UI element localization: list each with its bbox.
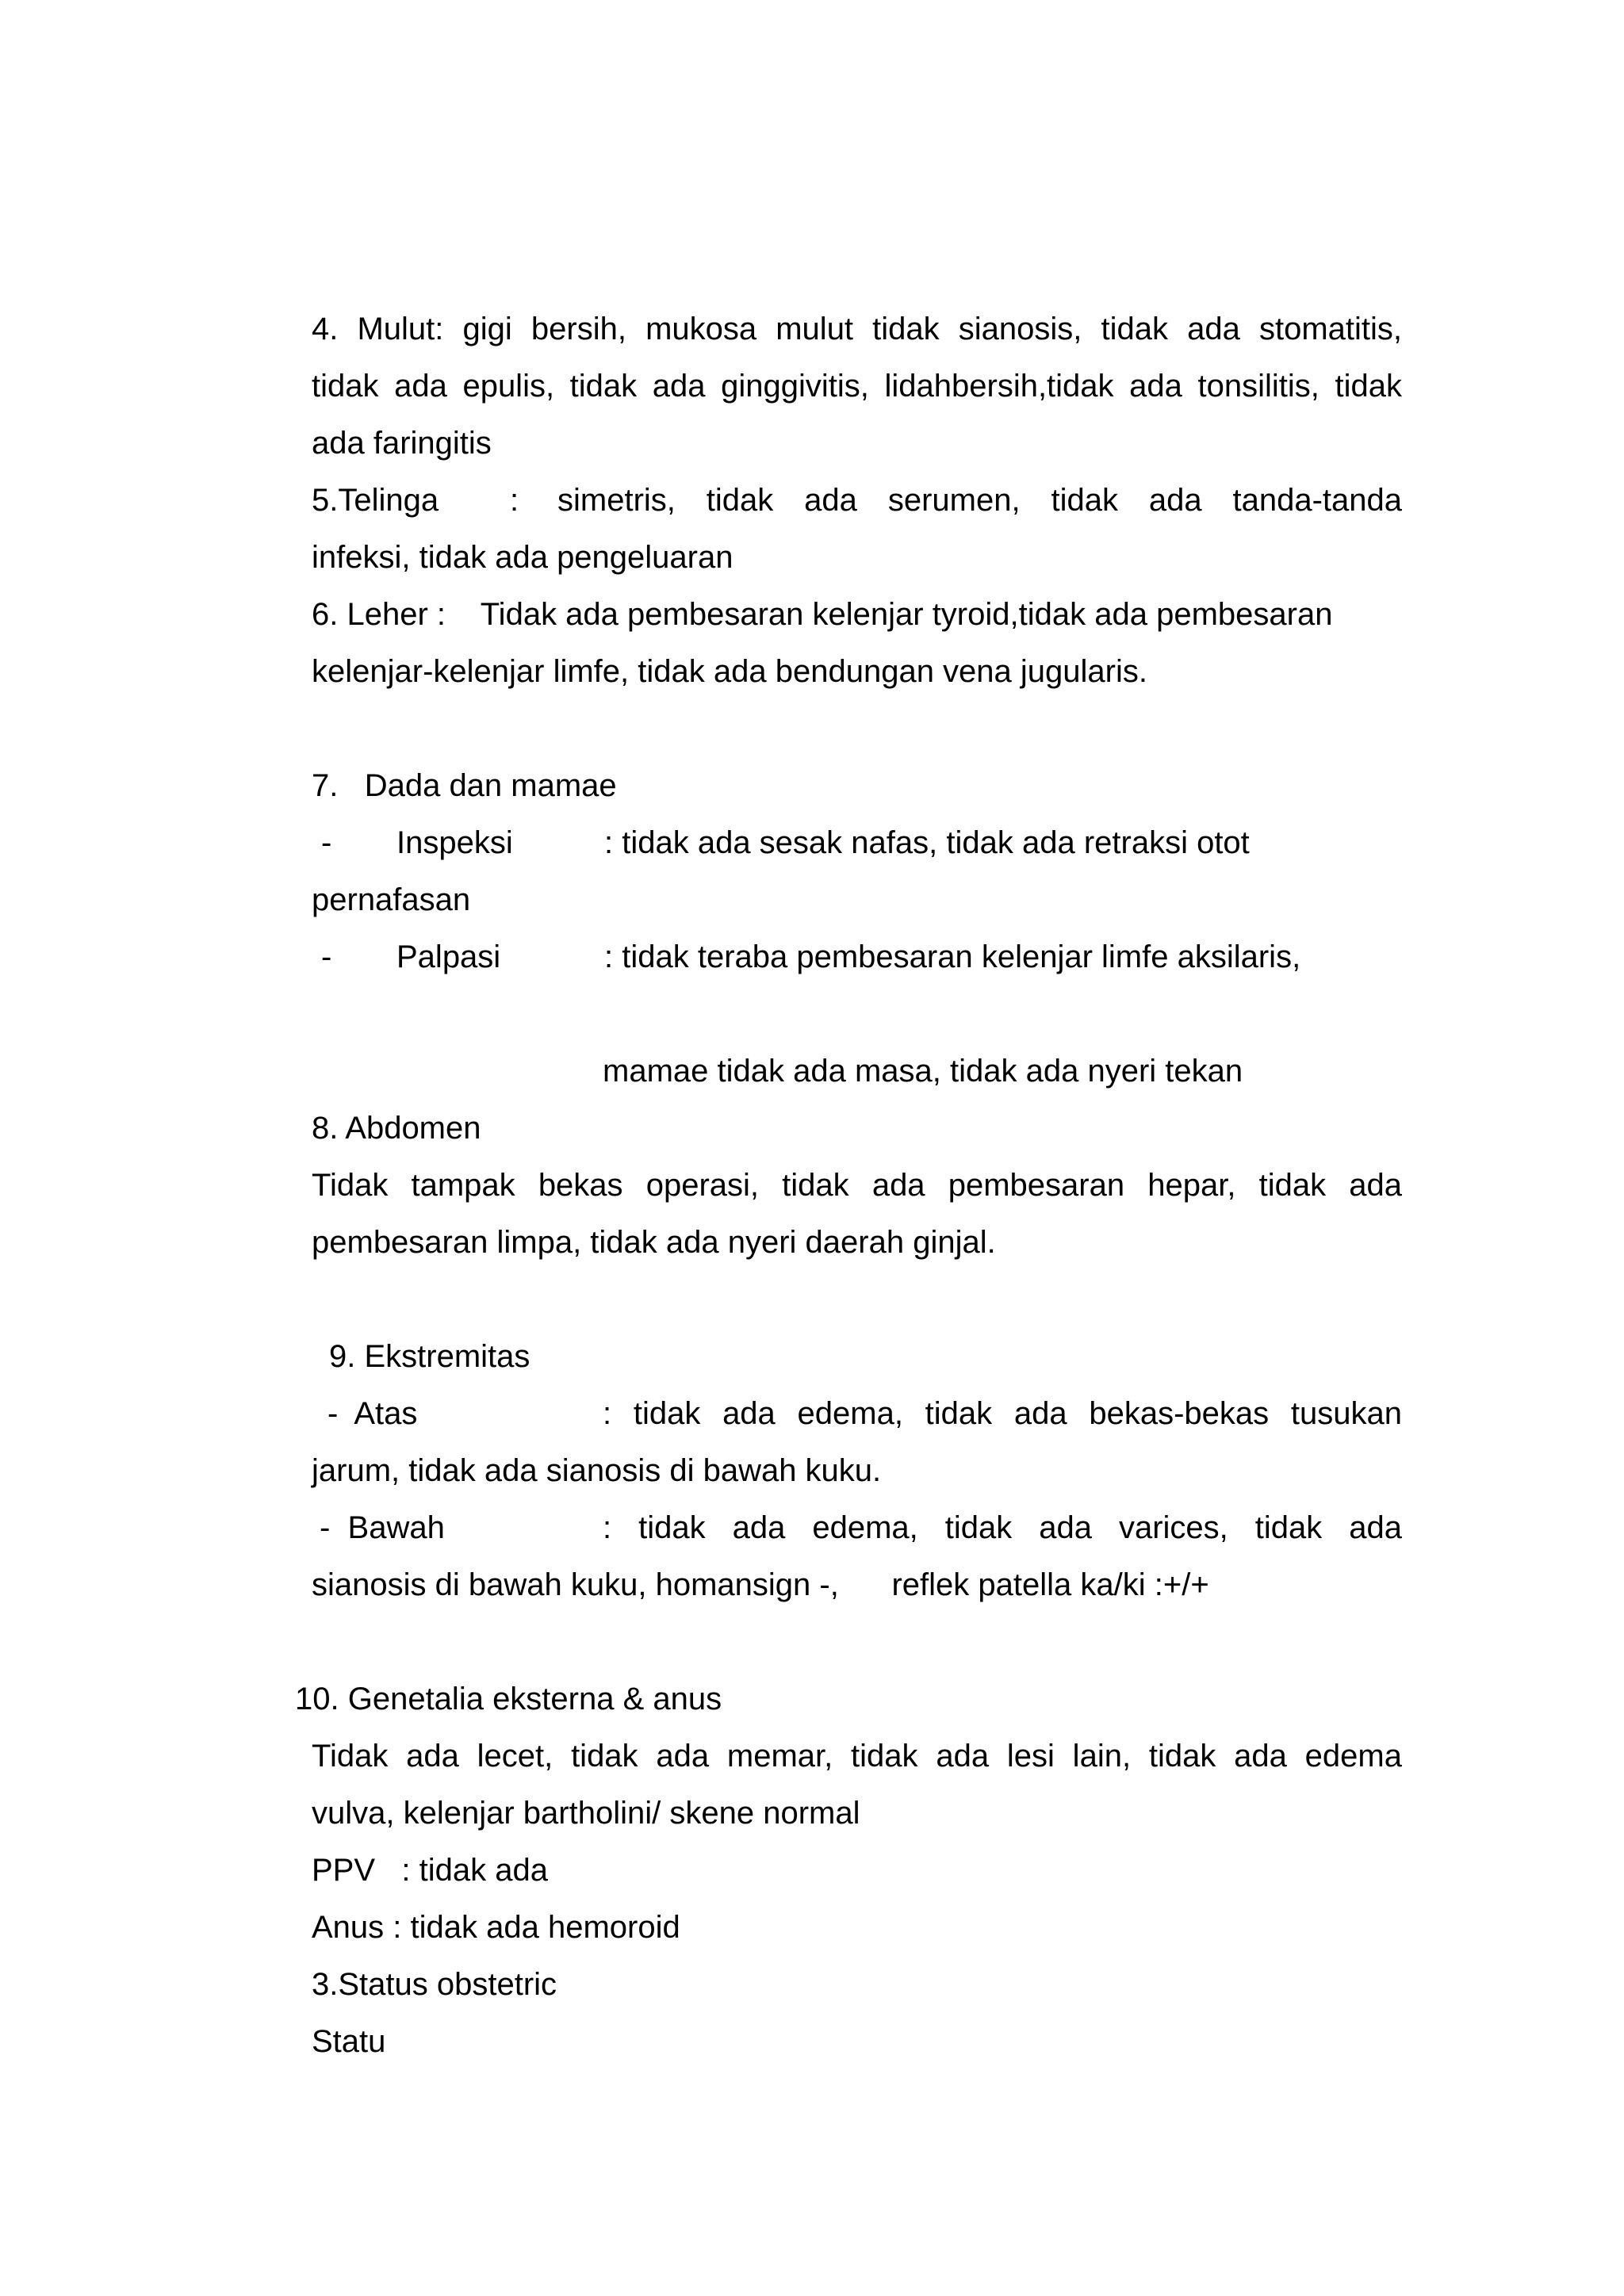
abdomen-line-1: Tidak tampak bekas operasi, tidak ada pembesaran hepar, tidak ada	[312, 1168, 1402, 1203]
telinga-line-2: infeksi, tidak ada pengeluaran	[312, 540, 733, 575]
status-heading: 3.Status obstetric	[312, 1967, 557, 2002]
mulut-line-1: 4. Mulut: gigi bersih, mukosa mulut tidak sianosis, tidak ada stomatitis,	[312, 312, 1402, 346]
bawah-continuation: sianosis di bawah kuku, homansign -, reflek patella ka/ki :+/+	[312, 1567, 1209, 1602]
dada-heading: 7. Dada dan mamae	[312, 768, 617, 803]
genetalia-line-1: Tidak ada lecet, tidak ada memar, tidak ada lesi lain, tidak ada edema	[312, 1739, 1402, 1774]
inspeksi-dash: -	[321, 825, 332, 860]
bawah-value: : tidak ada edema, tidak ada varices, tidak ada	[603, 1510, 1402, 1545]
atas-continuation: jarum, tidak ada sianosis di bawah kuku.	[312, 1453, 882, 1488]
mulut-line-2: tidak ada epulis, tidak ada ginggivitis, lidahbersih,tidak ada tonsilitis, tidak	[312, 369, 1402, 404]
telinga-label: 5.Telinga	[312, 483, 439, 518]
palpasi-dash: -	[321, 939, 332, 974]
anus-line: Anus : tidak ada hemoroid	[312, 1910, 680, 1945]
atas-value: : tidak ada edema, tidak ada bekas-bekas tusukan	[603, 1396, 1402, 1431]
ekstremitas-heading: 9. Ekstremitas	[329, 1339, 530, 1374]
status-partial: Statu	[312, 2024, 386, 2059]
inspeksi-continuation: pernafasan	[312, 882, 471, 917]
ppv-line: PPV : tidak ada	[312, 1853, 548, 1888]
bawah-label: - Bawah	[320, 1510, 445, 1545]
palpasi-label: Palpasi	[396, 939, 501, 974]
abdomen-heading: 8. Abdomen	[312, 1111, 481, 1146]
leher-line-2: kelenjar-kelenjar limfe, tidak ada bendungan vena jugularis.	[312, 654, 1147, 689]
genetalia-line-2: vulva, kelenjar bartholini/ skene normal	[312, 1796, 860, 1831]
mulut-line-3: ada faringitis	[312, 426, 492, 461]
leher-line-1: 6. Leher : Tidak ada pembesaran kelenjar tyroid,tidak ada pembesaran	[312, 597, 1333, 632]
abdomen-line-2: pembesaran limpa, tidak ada nyeri daerah ginjal.	[312, 1225, 996, 1260]
telinga-value: simetris, tidak ada serumen, tidak ada tanda-tanda	[557, 483, 1402, 518]
genetalia-heading: 10. Genetalia eksterna & anus	[295, 1682, 722, 1716]
palpasi-continuation: mamae tidak ada masa, tidak ada nyeri tekan	[603, 1054, 1243, 1089]
inspeksi-label: Inspeksi	[396, 825, 513, 860]
inspeksi-value: : tidak ada sesak nafas, tidak ada retraksi otot	[604, 825, 1250, 860]
palpasi-value: : tidak teraba pembesaran kelenjar limfe aksilaris,	[604, 939, 1301, 974]
atas-label: - Atas	[327, 1396, 418, 1431]
telinga-colon: :	[510, 483, 519, 518]
